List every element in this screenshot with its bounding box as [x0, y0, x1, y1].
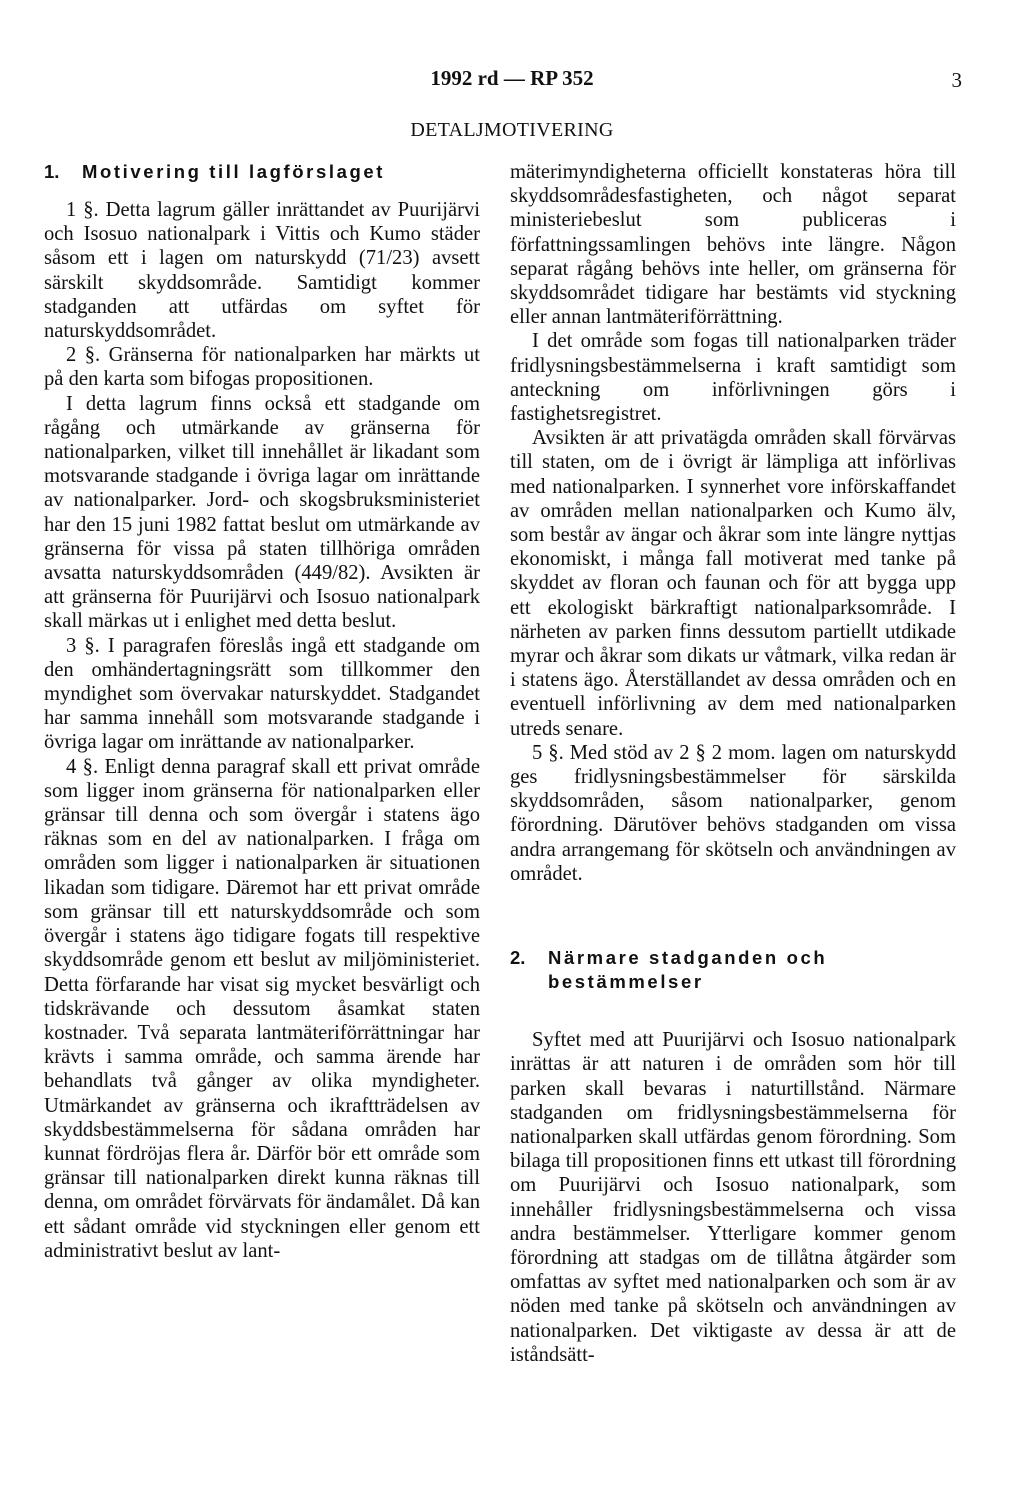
document-reference: 1992 rd — RP 352 [430, 66, 594, 90]
paragraph-1-paragraph: 1 §. Detta lagrum gäller inrättandet av Puurijärvi och Isosuo nationalpark i Vittis och Kumo städer såsom ett i lagen om naturskydd (71/23) avsett särskilt skyddsområde. Samtidigt kommer stadganden att utfärdas om syftet för naturskyddsområdet. [44, 199, 480, 343]
page-number: 3 [951, 68, 962, 92]
paragraph-2-paragraph: 2 §. Gränserna för nationalparken har märkts ut på den karta som bifogas propositionen. [44, 344, 480, 391]
left-column [44, 160, 480, 1263]
page-heading: DETALJMOTIVERING [410, 119, 614, 141]
page-header [0, 66, 1024, 96]
incorporation-paragraph: I det område som fogas till nationalparken träder fridlysningsbestämmelserna i kraft samtidigt som anteckning om införlivningen görs i fastighetsregistret. [510, 330, 956, 426]
purpose-paragraph: Syftet med att Puurijärvi och Isosuo nationalpark inrättas är att naturen i de områden som hör till parken skall bevaras i naturtillstånd. Närmare stadganden om fridlysningsbestämmelserna för nationalparken skall utfärdas genom förordning. Som bilaga till propositionen finns ett utkast till förordning om Puurijärvi och Isosuo nationalpark, som innehåller fridlysningsbestämmelserna och vissa andra bestämmelser. Ytterligare kommer genom förordning att stadgas om de tillåtna åtgärder som omfattas av syftet med nationalparken och som är av nöden med tanke på skötseln och användningen av nationalparken. Det viktigaste av dessa är att de iståndsätt- [510, 1029, 956, 1366]
section-heading-1 [44, 160, 480, 184]
acquisition-paragraph: Avsikten är att privatägda områden skall förvärvas till staten, om de i övrigt är lämpliga att införlivas med nationalparken. I synnerhet vore införskaffandet av områden mellan nationalparken och Kumo älv, som består av ängar och åkrar som inte längre nyttjas ekonomiskt, i många fall motiverat med tanke på skyddet av floran och faunan och för att bygga upp ett ekologiskt bärkraftigt nationalparksområde. I närheten av parken finns dessutom partiellt utdikade myrar och åkrar som dikats ur våtmark, vilka redan är i statens ägo. Återställandet av dessa områden och en eventuell införlivning av dem med nationalparken utreds senare. [510, 427, 956, 740]
section-number: 1. [44, 161, 60, 182]
section-title: Motivering till lagförslaget [82, 161, 386, 182]
paragraph-4-paragraph: 4 §. Enligt denna paragraf skall ett privat område som ligger inom gränserna för nationalparken eller gränsar till denna och som övergår i statens ägo räknas som en del av nationalparken. I fråga om områden som ligger i nationalparken är situationen likadan som tidigare. Däremot har ett privat område som gränsar till ett naturskyddsområde och som övergår i statens ägo tidigare fogats till respektive skyddsområde genom ett beslut av miljöministeriet. Detta förfarande har visat sig mycket besvärligt och tidskrävande och dessutom åsamkat staten kostnader. Två separata lantmäteriförrättningar har krävts i samma område, och samma ärende har behandlats två gånger av olika myndigheter. Utmärkandet av gränserna och ikraftträdelsen av skyddsbestämmelserna för sådana områden har kunnat fördröjas flera år. Därför bör ett område som gränsar till nationalparken direkt kunna räknas till denna, om området förvärvats för ändamålet. Då kan ett sådant område vid styckningen eller genom ett administrativt beslut av lant- [44, 755, 480, 1262]
paragraph-3-paragraph: 3 §. I paragrafen föreslås ingå ett stadgande om den omhändertagningsrätt som tillkommer den myndighet som övervakar naturskyddet. Stadgandet har samma innehåll som motsvarande stadgande i övriga lagar om inrättande av nationalparker. [44, 634, 480, 754]
paragraph-2-continued: I detta lagrum finns också ett stadgande om rågång och utmärkande av gränserna för nationalparken, vilket till innehållet är likadant som motsvarande stadgande i övriga lagar om inrättande av nationalparker. Jord- och skogsbruksministeriet har den 15 juni 1982 fattat beslut om utmärkande av gränserna för vissa på staten tillhöriga områden avsatta naturskyddsområden (449/82). Avsikten är att gränserna för Puurijärvi och Isosuo nationalpark skall märkas ut i enlighet med detta beslut. [44, 392, 480, 633]
section-heading-2 [510, 946, 956, 994]
right-column [510, 160, 956, 1367]
paragraph-4-continued: mäterimyndigheterna officiellt konstateras höra till skyddsområdesfastigheten, och något separat ministeriebeslut som publiceras i författningssamlingen behövs inte längre. Någon separat rågång behövs inte heller, om gränserna för skyddsområdet tidigare har bestämts vid styckning eller annan lantmäteriförrättning. [510, 161, 956, 329]
section-number: 2. [510, 947, 526, 969]
section-title: Närmare stadganden och bestämmelser [548, 947, 828, 993]
paragraph-5-paragraph: 5 §. Med stöd av 2 § 2 mom. lagen om naturskydd ges fridlysningsbestämmelser för särskilda skyddsområden, såsom nationalparker, genom förordning. Därutöver behövs stadganden om vissa andra arrangemang för skötseln och användningen av området. [510, 741, 956, 885]
